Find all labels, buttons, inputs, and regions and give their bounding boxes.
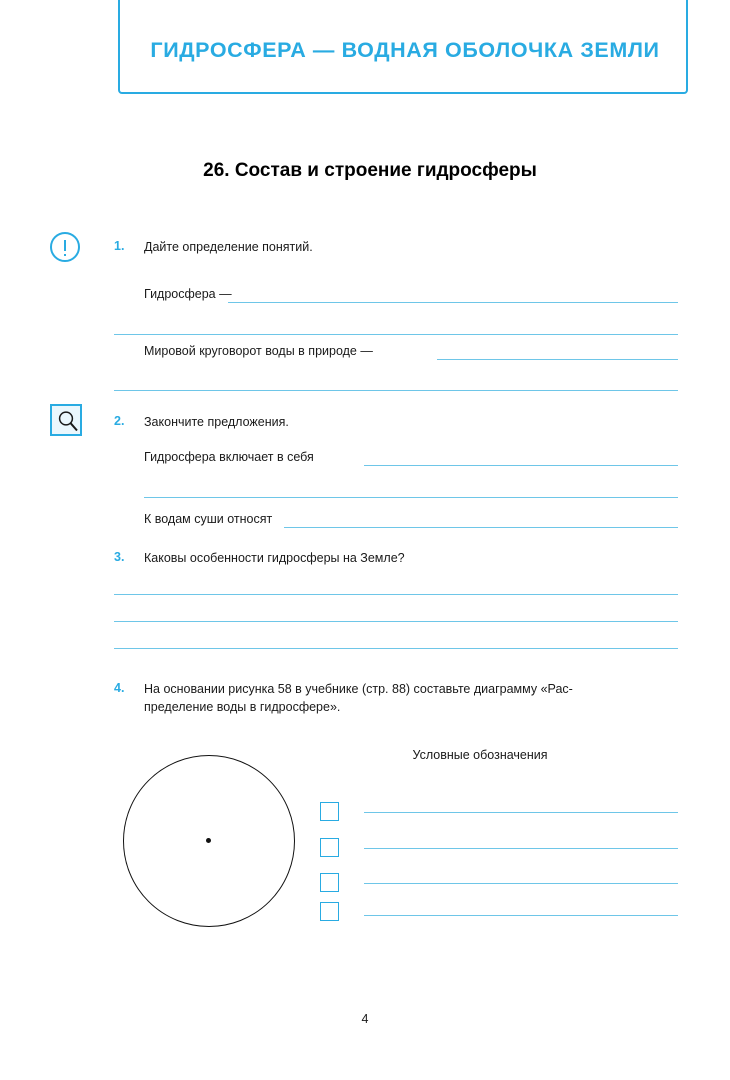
page-number: 4 bbox=[361, 1012, 369, 1026]
task-3-text: Каковы особенности гидросферы на Земле? bbox=[144, 551, 405, 565]
legend-line-4[interactable] bbox=[364, 915, 678, 916]
magnifier-icon bbox=[50, 404, 82, 436]
answer-line[interactable] bbox=[114, 648, 678, 649]
task-1-prompt-1: Гидросфера — bbox=[144, 287, 232, 301]
answer-line[interactable] bbox=[437, 359, 678, 360]
answer-line[interactable] bbox=[228, 302, 678, 303]
task-3-number: 3. bbox=[114, 550, 125, 564]
answer-line[interactable] bbox=[144, 497, 678, 498]
task-2-text: Закончите предложения. bbox=[144, 415, 289, 429]
legend-line-3[interactable] bbox=[364, 883, 678, 884]
chapter-banner bbox=[118, 0, 688, 94]
task-2-number: 2. bbox=[114, 414, 125, 428]
answer-line[interactable] bbox=[114, 594, 678, 595]
legend-line-1[interactable] bbox=[364, 812, 678, 813]
page-title: 26. Состав и строение гидросферы bbox=[203, 160, 537, 181]
legend-swatch-2[interactable] bbox=[320, 838, 339, 857]
legend-swatch-1[interactable] bbox=[320, 802, 339, 821]
answer-line[interactable] bbox=[284, 527, 678, 528]
task-4-text-line1: На основании рисунка 58 в учебнике (стр. 88) составьте диаграмму «Рас- bbox=[144, 682, 573, 696]
answer-line[interactable] bbox=[114, 621, 678, 622]
answer-line[interactable] bbox=[114, 390, 678, 391]
task-2-prompt-2: К водам суши относят bbox=[144, 512, 273, 526]
task-1-text: Дайте определение понятий. bbox=[144, 240, 313, 254]
task-1-number: 1. bbox=[114, 239, 125, 253]
answer-line[interactable] bbox=[364, 465, 678, 466]
legend-title: Условные обозначения bbox=[412, 748, 548, 762]
pie-chart-center-point bbox=[206, 838, 211, 843]
chapter-title: ГИДРОСФЕРА — ВОДНАЯ ОБОЛОЧКА ЗЕМЛИ bbox=[150, 38, 660, 62]
exclamation-circle-icon bbox=[50, 232, 80, 262]
legend-swatch-3[interactable] bbox=[320, 873, 339, 892]
legend-line-2[interactable] bbox=[364, 848, 678, 849]
task-4-number: 4. bbox=[114, 681, 125, 695]
answer-line[interactable] bbox=[114, 334, 678, 335]
task-2-prompt-1: Гидросфера включает в себя bbox=[144, 450, 314, 464]
task-1-prompt-2: Мировой круговорот воды в природе — bbox=[144, 344, 373, 358]
legend-swatch-4[interactable] bbox=[320, 902, 339, 921]
task-4-text-line2: пределение воды в гидросфере». bbox=[144, 700, 341, 714]
